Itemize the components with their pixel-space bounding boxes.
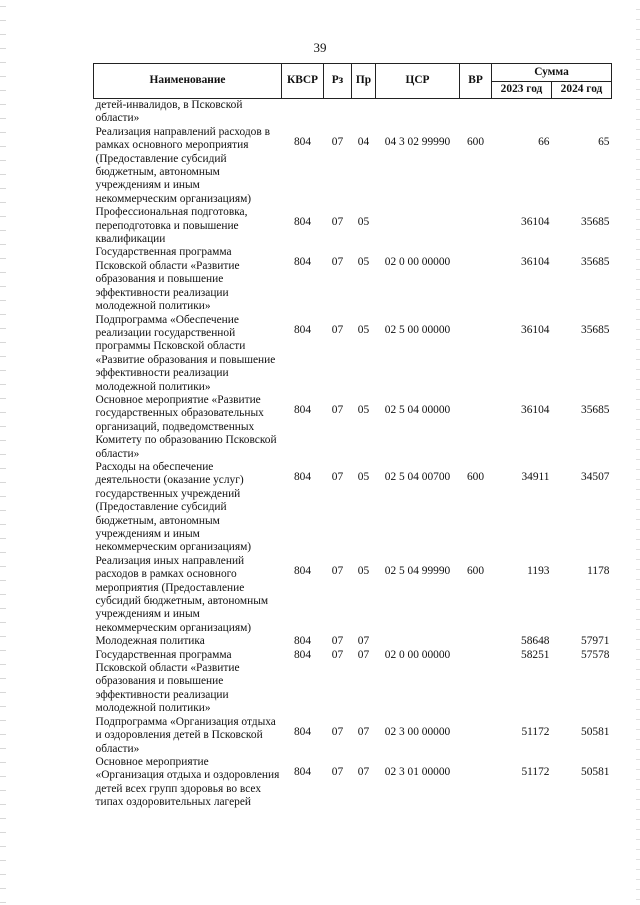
header-year-2023: 2023 год: [492, 81, 552, 99]
row-sum-2024: [552, 99, 612, 126]
row-pr: 05: [357, 216, 370, 229]
row-pr: 07: [357, 635, 370, 648]
row-rz: 07: [331, 256, 344, 269]
row-vr: [460, 394, 492, 461]
row-kvsr: 804: [293, 323, 312, 336]
table-body: [94, 99, 612, 810]
row-name: Основное мероприятие «Развитие государственных образовательных организаций, подведомственных Комитету по образованию Псковской области»: [95, 393, 277, 460]
row-kvsr: [282, 99, 324, 126]
page-number: 39: [313, 40, 327, 55]
row-pr: 05: [357, 403, 370, 416]
row-kvsr: 804: [293, 403, 312, 416]
row-kvsr: 804: [293, 216, 312, 229]
table-row: [94, 649, 612, 716]
table-row: [94, 394, 612, 461]
row-csr: [376, 206, 460, 246]
row-sum-2024: 35685: [581, 216, 610, 229]
row-pr: 07: [357, 765, 370, 778]
row-sum-2023: 36104: [521, 323, 550, 336]
row-pr: 07: [357, 725, 370, 738]
row-sum-2024: 35685: [581, 323, 610, 336]
table-row: [94, 555, 612, 635]
scan-edge-right: [636, 0, 640, 905]
row-csr: 02 0 00 00000: [384, 256, 451, 269]
row-rz: 07: [331, 765, 344, 778]
table-row: [94, 716, 612, 756]
row-kvsr: 804: [293, 256, 312, 269]
header-pr: Пр: [352, 64, 376, 99]
row-kvsr: 804: [293, 648, 312, 661]
header-csr: ЦСР: [376, 64, 460, 99]
row-kvsr: 804: [293, 135, 312, 148]
row-rz: 07: [331, 323, 344, 336]
row-sum-2023: 51172: [521, 725, 550, 738]
row-rz: 07: [331, 635, 344, 648]
row-sum-2024: 50581: [581, 725, 610, 738]
row-sum-2023: [492, 99, 552, 126]
row-name: Основное мероприятие «Организация отдыха и оздоровления детей всех групп здоровья во всех типах оздоровительных лагерей: [95, 755, 280, 809]
row-sum-2023: 36104: [521, 256, 550, 269]
row-sum-2024: 57971: [581, 635, 610, 648]
header-year-2024: 2024 год: [552, 81, 612, 99]
row-vr: [460, 649, 492, 716]
row-sum-2024: 57578: [581, 648, 610, 661]
scan-edge-left: [0, 0, 6, 905]
row-pr: 05: [357, 564, 370, 577]
row-sum-2024: 65: [598, 135, 610, 148]
table-row: [94, 99, 612, 126]
header-sum: Сумма: [492, 64, 612, 82]
row-rz: 07: [331, 403, 344, 416]
row-vr: [460, 314, 492, 394]
row-rz: 07: [331, 725, 344, 738]
row-name: Подпрограмма «Обеспечение реализации государственной программы Псковской области «Развитие образования и повышение эффективности реализации молодежной политики»: [95, 313, 276, 393]
row-csr: 04 3 02 99990: [384, 135, 451, 148]
row-kvsr: 804: [293, 470, 312, 483]
row-kvsr: 804: [293, 765, 312, 778]
row-csr: [376, 99, 460, 126]
row-csr: 02 5 04 99990: [384, 564, 451, 577]
header-rz: Рз: [324, 64, 352, 99]
row-name: Молодежная политика: [95, 635, 205, 648]
row-vr: [460, 635, 492, 648]
table-row: [94, 314, 612, 394]
row-kvsr: 804: [293, 564, 312, 577]
row-name: Реализация направлений расходов в рамках основного мероприятия (Предоставление субсидий бюджетным, автономным учреждениям и иным некоммерческим организациям): [95, 125, 270, 205]
row-sum-2024: 34507: [581, 470, 610, 483]
row-rz: 07: [331, 564, 344, 577]
header-kvsr: КВСР: [282, 64, 324, 99]
row-vr: [460, 206, 492, 246]
row-vr: [460, 756, 492, 810]
row-name: Подпрограмма «Организация отдыха и оздоровления детей в Псковской области»: [95, 715, 276, 755]
row-rz: 07: [331, 216, 344, 229]
table-row: [94, 246, 612, 313]
row-pr: [352, 99, 376, 126]
row-sum-2023: 34911: [521, 470, 550, 483]
table-header: [94, 64, 612, 99]
row-csr: 02 0 00 00000: [384, 648, 451, 661]
row-csr: [376, 635, 460, 648]
row-sum-2023: 36104: [521, 216, 550, 229]
row-rz: 07: [331, 470, 344, 483]
row-csr: 02 3 00 00000: [384, 725, 451, 738]
row-csr: 02 3 01 00000: [384, 765, 451, 778]
row-vr: [460, 246, 492, 313]
row-csr: 02 5 00 00000: [384, 323, 451, 336]
row-rz: [324, 99, 352, 126]
row-pr: 05: [357, 256, 370, 269]
row-sum-2024: 35685: [581, 403, 610, 416]
row-name: Профессиональная подготовка, переподготовка и повышение квалификации: [95, 206, 248, 246]
row-kvsr: 804: [293, 635, 312, 648]
row-name: Государственная программа Псковской области «Развитие образования и повышение эффективности реализации молодежной политики»: [95, 648, 240, 715]
row-vr: 600: [466, 470, 485, 483]
table-row: [94, 206, 612, 246]
header-vr: ВР: [460, 64, 492, 99]
row-kvsr: 804: [293, 725, 312, 738]
row-pr: 05: [357, 323, 370, 336]
row-rz: 07: [331, 648, 344, 661]
row-sum-2023: 58648: [521, 635, 550, 648]
row-sum-2023: 58251: [521, 648, 550, 661]
row-csr: 02 5 04 00700: [384, 470, 451, 483]
row-sum-2024: 1178: [587, 564, 610, 577]
row-name: Реализация иных направлений расходов в рамках основного мероприятия (Предоставление субсидий бюджетным, автономным учреждениям и иным некоммерческим организациям): [95, 554, 269, 634]
row-name: Государственная программа Псковской области «Развитие образования и повышение эффективности реализации молодежной политики»: [95, 246, 240, 313]
table-row: [94, 756, 612, 810]
row-sum-2023: 1193: [527, 564, 550, 577]
row-sum-2023: 51172: [521, 765, 550, 778]
row-sum-2023: 36104: [521, 403, 550, 416]
row-sum-2023: 66: [538, 135, 550, 148]
row-sum-2024: 35685: [581, 256, 610, 269]
table-row: [94, 126, 612, 206]
table-row: [94, 635, 612, 648]
row-vr: 600: [466, 564, 485, 577]
budget-table: [93, 63, 612, 810]
row-rz: 07: [331, 135, 344, 148]
row-sum-2024: 50581: [581, 765, 610, 778]
row-csr: 02 5 04 00000: [384, 403, 451, 416]
header-name: Наименование: [94, 64, 282, 99]
row-name: детей-инвалидов, в Псковской области»: [95, 99, 243, 125]
row-vr: [460, 99, 492, 126]
row-name: Расходы на обеспечение деятельности (оказание услуг) государственных учреждений (Предоставление субсидий бюджетным, автономным учреждениям и иным некоммерческим организациям): [95, 460, 252, 554]
row-pr: 04: [357, 135, 370, 148]
row-pr: 07: [357, 648, 370, 661]
row-pr: 05: [357, 470, 370, 483]
row-vr: [460, 716, 492, 756]
row-vr: 600: [466, 135, 485, 148]
table-row: [94, 461, 612, 555]
